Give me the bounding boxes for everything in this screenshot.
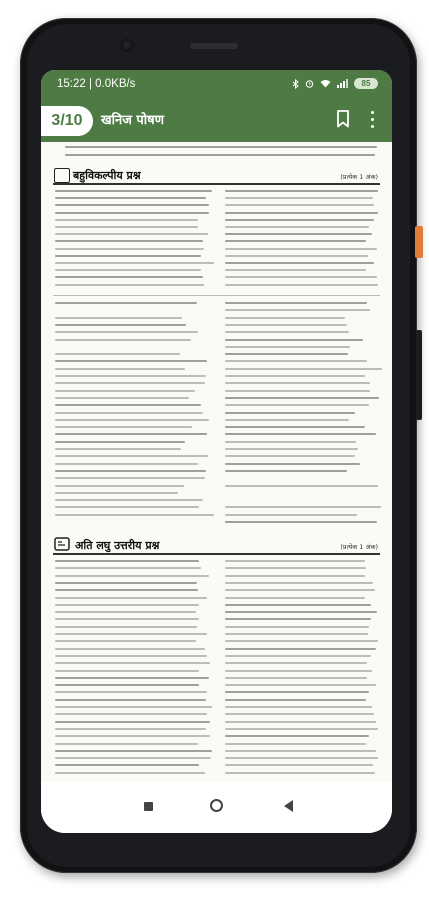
text-line <box>225 302 367 304</box>
text-line <box>225 346 350 348</box>
text-line <box>55 677 209 679</box>
text-line <box>225 309 370 311</box>
text-line <box>55 589 198 591</box>
text-line <box>55 655 207 657</box>
text-line <box>55 684 199 686</box>
text-line <box>55 514 214 516</box>
text-line <box>55 626 197 628</box>
text-line <box>55 302 197 304</box>
signal-icon <box>337 79 348 88</box>
triangle-back-icon[interactable] <box>284 800 293 812</box>
text-line <box>225 470 347 472</box>
text-line <box>55 743 198 745</box>
text-line <box>55 276 203 278</box>
bookmark-icon[interactable] <box>336 110 350 128</box>
text-line <box>55 412 203 414</box>
text-line <box>225 433 376 435</box>
text-line <box>55 560 199 562</box>
text-line <box>225 324 347 326</box>
section1-rule <box>53 183 380 185</box>
text-line <box>55 190 212 192</box>
text-line <box>55 772 205 774</box>
text-line <box>225 441 356 443</box>
text-line <box>55 240 203 242</box>
text-line <box>225 735 369 737</box>
text-line <box>225 764 373 766</box>
status-icons <box>292 78 378 89</box>
text-line <box>55 269 201 271</box>
text-line <box>225 331 349 333</box>
text-line <box>55 713 207 715</box>
text-line <box>225 589 375 591</box>
text-line <box>225 670 372 672</box>
text-line <box>225 412 355 414</box>
circle-home-icon[interactable] <box>210 799 223 812</box>
text-line <box>55 604 199 606</box>
text-line <box>55 368 185 370</box>
text-line <box>55 721 210 723</box>
text-line <box>225 691 369 693</box>
text-line <box>55 575 209 577</box>
text-line <box>225 626 369 628</box>
text-line <box>225 404 369 406</box>
text-line <box>55 470 206 472</box>
text-line <box>225 506 381 508</box>
text-line <box>55 339 191 341</box>
text-line <box>225 190 378 192</box>
text-line <box>55 433 207 435</box>
text-line <box>55 597 207 599</box>
text-line <box>55 648 205 650</box>
text-line <box>225 240 366 242</box>
text-line <box>225 375 365 377</box>
text-line <box>55 485 184 487</box>
status-time: 15:22 | 0.0KB/s <box>57 78 136 90</box>
text-line <box>225 248 377 250</box>
text-line <box>225 397 379 399</box>
text-line <box>55 691 207 693</box>
text-line <box>55 197 206 199</box>
text-line <box>55 390 195 392</box>
text-line <box>225 597 365 599</box>
more-vertical-icon[interactable] <box>362 107 382 133</box>
text-line <box>55 397 189 399</box>
text-line <box>55 750 212 752</box>
text-line <box>55 633 207 635</box>
text-line <box>55 441 185 443</box>
bluetooth-icon <box>292 79 299 89</box>
earpiece-speaker <box>190 43 238 49</box>
text-line <box>225 640 378 642</box>
alarm-icon <box>305 79 314 88</box>
text-line <box>225 353 348 355</box>
text-line <box>225 648 376 650</box>
section1-icon <box>54 168 70 183</box>
text-line <box>65 154 375 156</box>
text-line <box>55 204 209 206</box>
text-line <box>55 463 198 465</box>
status-bar <box>41 70 392 98</box>
text-line <box>225 662 367 664</box>
text-line <box>225 317 345 319</box>
text-line <box>225 448 358 450</box>
text-line <box>55 317 182 319</box>
page-indicator[interactable]: 3/10 <box>41 106 93 136</box>
text-line <box>225 575 365 577</box>
text-line <box>225 521 377 523</box>
text-line <box>55 382 205 384</box>
text-line <box>225 713 374 715</box>
text-line <box>225 618 371 620</box>
text-line <box>65 146 377 148</box>
chapter-title: खनिज पोषण <box>101 113 165 128</box>
text-line <box>225 604 371 606</box>
text-line <box>55 324 186 326</box>
text-line <box>55 735 210 737</box>
text-line <box>225 390 370 392</box>
power-button <box>416 330 422 420</box>
text-line <box>55 618 199 620</box>
section1-heading: बहुविकल्पीय प्रश्न <box>73 169 141 182</box>
text-line <box>55 219 198 221</box>
text-line <box>225 721 376 723</box>
text-line <box>225 204 374 206</box>
text-line <box>55 404 201 406</box>
text-line <box>225 514 357 516</box>
text-line <box>225 743 366 745</box>
text-line <box>225 611 377 613</box>
section2-icon <box>54 537 70 551</box>
text-line <box>55 426 192 428</box>
text-line <box>225 269 366 271</box>
text-line <box>55 353 180 355</box>
text-line <box>55 492 178 494</box>
text-line <box>55 448 181 450</box>
text-line <box>225 382 370 384</box>
text-line <box>225 419 349 421</box>
text-line <box>55 706 212 708</box>
text-line <box>225 197 373 199</box>
text-line <box>225 212 378 214</box>
text-line <box>225 368 382 370</box>
text-line <box>225 455 355 457</box>
text-line <box>55 375 206 377</box>
document-page[interactable] <box>41 142 392 782</box>
text-line <box>225 567 366 569</box>
text-line <box>225 485 378 487</box>
text-line <box>225 360 367 362</box>
text-line <box>225 750 376 752</box>
section2-marks: (प्रत्येक 1 अंक) <box>340 543 378 551</box>
text-line <box>225 728 378 730</box>
text-line <box>225 233 372 235</box>
text-line <box>225 582 373 584</box>
text-line <box>55 477 205 479</box>
text-line <box>55 764 199 766</box>
app-bar <box>41 98 392 142</box>
text-line <box>225 339 363 341</box>
text-line <box>225 699 366 701</box>
square-nav-icon[interactable] <box>144 802 153 811</box>
text-line <box>225 633 368 635</box>
volume-button <box>415 226 423 258</box>
text-line <box>225 684 376 686</box>
text-line <box>55 699 206 701</box>
text-line <box>225 219 374 221</box>
text-line <box>55 255 201 257</box>
text-line <box>225 677 367 679</box>
text-line <box>225 226 369 228</box>
text-line <box>225 757 378 759</box>
text-line <box>55 567 201 569</box>
battery-indicator: 85 <box>354 78 378 89</box>
text-line <box>55 360 207 362</box>
text-line <box>55 582 197 584</box>
section2-heading: अति लघु उत्तरीय प्रश्न <box>75 539 160 552</box>
text-line <box>225 463 360 465</box>
text-line <box>225 772 375 774</box>
screen <box>41 70 392 833</box>
text-line <box>55 233 208 235</box>
text-line <box>225 655 371 657</box>
text-line <box>55 455 208 457</box>
text-line <box>55 331 198 333</box>
wifi-icon <box>320 79 331 88</box>
navigation-bar <box>41 782 392 833</box>
text-line <box>55 284 204 286</box>
text-line <box>55 499 203 501</box>
text-line <box>55 728 206 730</box>
text-line <box>55 640 196 642</box>
text-line <box>55 611 196 613</box>
front-camera <box>120 38 134 52</box>
text-line <box>225 262 374 264</box>
section1-marks: (प्रत्येक 1 अंक) <box>340 173 378 181</box>
text-line <box>55 662 210 664</box>
text-line <box>55 506 199 508</box>
text-line <box>55 248 204 250</box>
page-divider <box>53 295 380 296</box>
text-line <box>55 262 214 264</box>
text-line <box>225 706 372 708</box>
section2-rule <box>53 553 380 555</box>
text-line <box>225 276 377 278</box>
text-line <box>55 419 209 421</box>
text-line <box>55 670 199 672</box>
text-line <box>55 226 198 228</box>
text-line <box>55 212 209 214</box>
text-line <box>225 255 368 257</box>
text-line <box>225 284 378 286</box>
text-line <box>55 757 211 759</box>
text-line <box>225 560 365 562</box>
text-line <box>225 426 365 428</box>
